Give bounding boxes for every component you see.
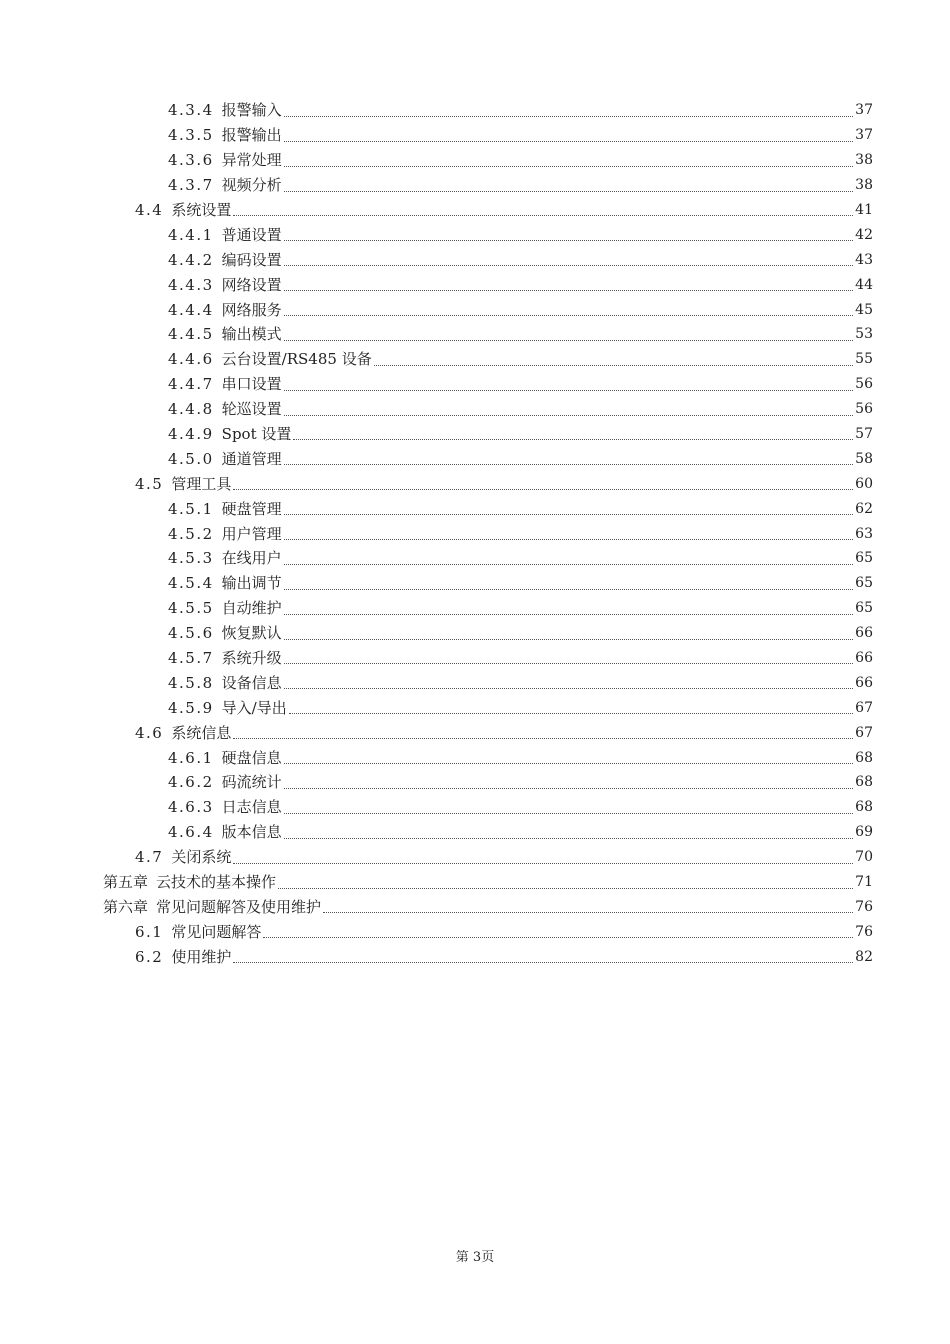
toc-dot-leader [284,240,853,241]
toc-entry-title: 设备信息 [221,673,282,692]
toc-entry-number: 4.4.4 [168,300,214,319]
toc-entry-page: 68 [855,799,873,816]
toc-entry-page: 67 [855,724,873,741]
toc-dot-leader [263,937,853,938]
toc-entry[interactable] [0,222,950,247]
toc-entry-title: 常见问题解答 [171,922,262,941]
toc-dot-leader [323,912,853,913]
toc-entry[interactable] [0,720,950,745]
toc-entry-number: 4.5.9 [168,698,214,717]
toc-entry-number: 4.5.3 [168,549,214,568]
toc-entry-title: 云台设置/RS485 设备 [221,350,372,369]
toc-entry-title: Spot 设置 [221,425,292,444]
toc-dot-leader [284,464,853,465]
toc-entry-title: 系统信息 [171,723,232,742]
toc-entry-page: 58 [855,450,873,467]
toc-entry-title: 异常处理 [221,151,282,170]
toc-entry-page: 66 [855,625,873,642]
toc-entry-page: 65 [855,575,873,592]
toc-dot-leader [278,888,853,889]
toc-entry[interactable] [0,322,950,347]
toc-entry[interactable] [0,944,950,969]
toc-entry-title: 码流统计 [221,773,282,792]
toc-entry[interactable] [0,123,950,148]
toc-dot-leader [284,663,853,664]
toc-entry-page: 66 [855,650,873,667]
toc-dot-leader [284,639,853,640]
toc-entry-title: 常见问题解答及使用维护 [156,897,322,916]
toc-entry-number: 4.4 [135,201,164,219]
toc-entry-title: 系统升级 [221,649,282,668]
toc-entry-page: 56 [855,376,873,393]
toc-entry-page: 53 [855,326,873,343]
toc-entry-number: 4.4.7 [168,375,214,394]
toc-dot-leader [293,439,853,440]
toc-dot-leader [284,290,853,291]
toc-entry-number: 4.4.5 [168,325,214,344]
toc-entry-page: 71 [855,874,873,891]
toc-entry[interactable] [0,745,950,770]
toc-entry[interactable] [0,297,950,322]
toc-dot-leader [284,564,853,565]
toc-entry[interactable] [0,347,950,372]
toc-entry[interactable] [0,695,950,720]
toc-dot-leader [374,365,853,366]
toc-entry-title: 网络设置 [221,275,282,294]
toc-entry[interactable] [0,546,950,571]
toc-entry[interactable] [0,919,950,944]
toc-entry-page: 45 [855,301,873,318]
toc-entry[interactable] [0,770,950,795]
toc-dot-leader [284,614,853,615]
toc-dot-leader [284,813,853,814]
toc-dot-leader [284,141,853,142]
toc-entry[interactable] [0,646,950,671]
toc-dot-leader [284,315,853,316]
toc-dot-leader [284,265,853,266]
toc-entry-number: 4.4.6 [168,350,214,369]
toc-entry[interactable] [0,272,950,297]
toc-entry-number: 4.5 [135,474,164,493]
toc-entry-page: 76 [855,923,873,940]
toc-entry-page: 63 [855,525,873,542]
toc-entry-number: 4.5.5 [168,599,214,618]
toc-entry-title: 管理工具 [171,474,232,493]
toc-entry[interactable] [0,795,950,820]
toc-entry[interactable] [0,422,950,447]
toc-dot-leader [284,763,853,764]
toc-entry-number: 4.4.9 [168,425,214,444]
toc-entry-page: 42 [855,226,873,243]
toc-entry-number: 第五章 [103,873,149,892]
table-of-contents [0,98,950,969]
toc-entry[interactable] [0,173,950,198]
toc-entry-title: 使用维护 [171,947,232,966]
toc-entry-page: 69 [855,824,873,841]
toc-entry[interactable] [0,446,950,471]
toc-entry-title: 报警输出 [221,126,282,145]
toc-entry-number: 第六章 [103,897,149,916]
toc-entry-page: 38 [855,177,873,194]
toc-entry-title: 报警输入 [221,101,282,120]
toc-entry-title: 通道管理 [221,449,282,468]
toc-entry[interactable] [0,870,950,895]
toc-entry-number: 4.6.4 [168,823,214,842]
toc-dot-leader [284,340,853,341]
toc-entry-page: 56 [855,401,873,418]
toc-dot-leader [284,116,853,117]
toc-entry-title: 硬盘管理 [221,499,282,518]
toc-entry-number: 4.3.4 [168,101,214,120]
toc-entry-page: 38 [855,152,873,169]
toc-entry-number: 6.2 [135,947,164,966]
toc-entry[interactable] [0,372,950,397]
toc-entry-number: 4.3.5 [168,126,214,145]
toc-entry-number: 4.6.1 [168,748,214,767]
toc-entry-title: 轮巡设置 [221,400,282,419]
toc-entry-page: 44 [855,276,873,293]
toc-entry[interactable] [0,895,950,920]
toc-entry-number: 4.4.3 [168,275,214,294]
toc-entry-number: 4.7 [135,848,164,867]
toc-entry-title: 编码设置 [221,250,282,269]
toc-entry-title: 恢复默认 [221,624,282,643]
toc-entry-number: 4.3.7 [168,176,214,195]
toc-entry[interactable] [0,98,950,123]
toc-entry-page: 62 [855,500,873,517]
toc-entry-title: 用户管理 [221,524,282,543]
toc-entry-title: 硬盘信息 [221,748,282,767]
toc-entry[interactable] [0,148,950,173]
toc-entry-number: 4.6.2 [168,773,214,792]
toc-entry-number: 6.1 [135,922,164,941]
toc-entry-page: 67 [855,699,873,716]
toc-entry-number: 4.4.1 [168,225,214,244]
toc-entry-page: 57 [855,426,873,443]
toc-entry[interactable] [0,198,950,223]
toc-entry-number: 4.5.4 [168,574,214,593]
toc-dot-leader [284,166,853,167]
toc-entry-title: 普通设置 [221,225,282,244]
toc-entry-page: 70 [855,849,873,866]
toc-entry-page: 41 [855,202,873,218]
toc-entry-page: 82 [855,948,873,965]
toc-entry[interactable] [0,845,950,870]
toc-entry-page: 65 [855,550,873,567]
toc-dot-leader [284,390,853,391]
toc-entry-number: 4.5.8 [168,673,214,692]
toc-entry[interactable] [0,596,950,621]
toc-entry-title: 在线用户 [221,549,282,568]
toc-entry-title: 日志信息 [221,798,282,817]
toc-entry-title: 导入/导出 [221,698,287,717]
toc-entry-number: 4.4.8 [168,400,214,419]
page-number-footer: 第 3页 [455,1250,495,1265]
toc-entry-page: 37 [855,127,873,144]
toc-dot-leader [233,738,853,739]
toc-entry-page: 55 [855,351,873,368]
toc-dot-leader [284,415,853,416]
toc-entry-page: 76 [855,898,873,915]
toc-dot-leader [284,589,853,590]
toc-dot-leader [289,713,853,714]
toc-dot-leader [284,539,853,540]
toc-entry-title: 版本信息 [221,823,282,842]
toc-dot-leader [284,838,853,839]
toc-dot-leader [284,788,853,789]
toc-entry-number: 4.4.2 [168,250,214,269]
toc-dot-leader [284,514,853,515]
toc-dot-leader [284,688,853,689]
toc-entry-page: 43 [855,251,873,268]
toc-entry[interactable] [0,670,950,695]
toc-dot-leader [233,962,853,963]
toc-entry-page: 65 [855,600,873,617]
toc-entry-number: 4.5.7 [168,649,214,668]
toc-entry-title: 云技术的基本操作 [156,873,277,892]
toc-entry-number: 4.5.0 [168,449,214,468]
toc-entry-page: 66 [855,674,873,691]
toc-entry-page: 37 [855,102,873,119]
toc-entry-number: 4.5.1 [168,499,214,518]
toc-entry-page: 68 [855,749,873,766]
toc-entry-title: 系统设置 [171,201,232,219]
toc-entry-title: 视频分析 [221,176,282,195]
toc-dot-leader [233,215,853,216]
toc-dot-leader [284,191,853,192]
toc-entry-page: 68 [855,774,873,791]
toc-dot-leader [233,489,853,490]
toc-entry[interactable] [0,521,950,546]
toc-entry[interactable] [0,247,950,272]
toc-entry-page: 60 [855,475,873,492]
toc-entry-title: 网络服务 [221,300,282,319]
toc-entry-number: 4.6.3 [168,798,214,817]
toc-entry-number: 4.3.6 [168,151,214,170]
toc-entry-number: 4.5.2 [168,524,214,543]
toc-entry-number: 4.5.6 [168,624,214,643]
toc-entry-title: 输出调节 [221,574,282,593]
toc-entry[interactable] [0,397,950,422]
toc-dot-leader [233,863,853,864]
toc-entry-number: 4.6 [135,723,164,742]
toc-entry[interactable] [0,820,950,845]
toc-entry-title: 自动维护 [221,599,282,618]
toc-entry[interactable] [0,496,950,521]
toc-entry-title: 串口设置 [221,375,282,394]
toc-entry[interactable] [0,621,950,646]
toc-entry[interactable] [0,471,950,496]
toc-entry-title: 关闭系统 [171,848,232,867]
toc-entry[interactable] [0,571,950,596]
toc-entry-title: 输出模式 [221,325,282,344]
